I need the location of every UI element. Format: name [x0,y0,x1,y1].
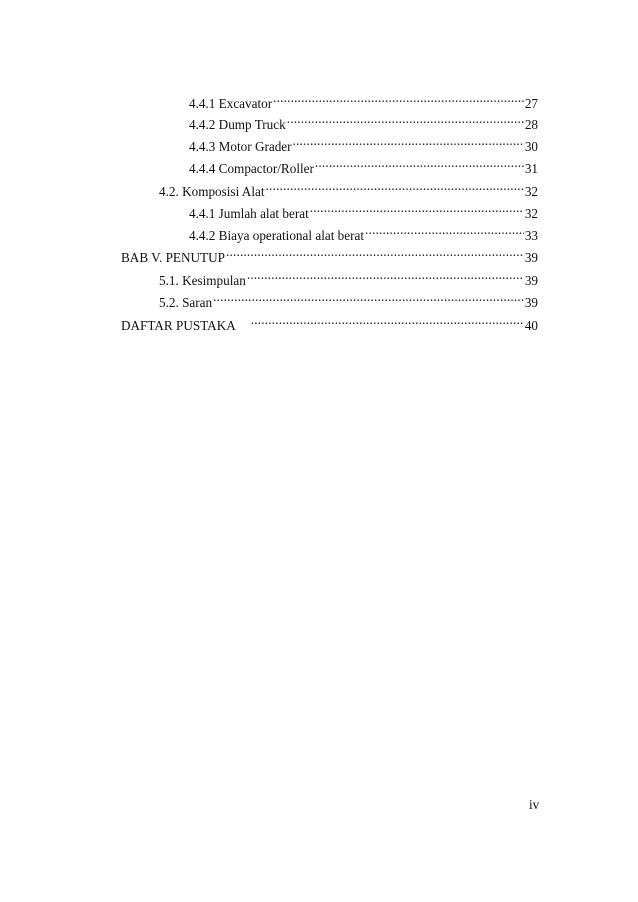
toc-entry-page: 30 [524,139,538,154]
toc-entry-title: 5.2. Saran [159,295,213,310]
toc-entry-page: 39 [524,295,538,310]
toc-entry-title: 4.2. Komposisi Alat [159,184,265,199]
toc-entry-page: 39 [524,250,538,265]
toc-entry-title: 4.4.2 Biaya operational alat berat [189,228,365,243]
toc-entry-dump-truck[interactable] [189,109,538,132]
toc-entry-title: 5.1. Kesimpulan [159,273,246,288]
toc-dot-leader [266,176,524,196]
toc-dot-leader [293,131,524,151]
toc-entry-title: BAB V. PENUTUP [121,250,225,265]
toc-dot-leader [287,109,524,129]
toc-entry-page: 33 [524,228,538,243]
toc-entry-title: DAFTAR PUSTAKA [121,318,236,333]
toc-dot-leader [273,88,524,108]
toc-entry-title: 4.4.1 Jumlah alat berat [189,206,309,221]
toc-entry-bab-v-penutup[interactable] [121,242,538,265]
toc-entry-motor-grader[interactable] [189,131,538,154]
toc-dot-leader [226,242,524,262]
toc-entry-jumlah-alat-berat[interactable] [189,198,538,221]
toc-dot-leader [251,310,524,330]
toc-dot-leader [247,265,524,285]
toc-entry-page: 27 [524,96,538,111]
toc-entry-page: 32 [524,184,538,199]
toc-entry-biaya-operational[interactable] [189,220,538,243]
toc-entry-page: 31 [524,161,538,176]
toc-entry-kesimpulan[interactable] [159,265,538,288]
toc-dot-leader [310,198,524,218]
toc-dot-leader [315,153,524,173]
page-number: iv [529,797,540,812]
toc-entry-title: 4.4.1 Excavator [189,96,273,111]
toc-dot-leader [365,220,524,240]
toc-entry-page: 32 [524,206,538,221]
toc-entry-compactor-roller[interactable] [189,153,538,176]
toc-entry-title: 4.4.4 Compactor/Roller [189,161,314,176]
toc-entry-komposisi-alat[interactable] [159,176,538,199]
toc-dot-leader [213,287,524,307]
toc-entry-title: 4.4.2 Dump Truck [189,117,286,132]
toc-entry-page: 28 [524,117,538,132]
toc-entry-excavator[interactable] [189,88,538,111]
toc-entry-title: 4.4.3 Motor Grader [189,139,292,154]
toc-entry-daftar-pustaka[interactable] [121,310,538,333]
toc-entry-page: 39 [524,273,538,288]
toc-entry-saran[interactable] [159,287,538,310]
toc-entry-page: 40 [524,318,538,333]
